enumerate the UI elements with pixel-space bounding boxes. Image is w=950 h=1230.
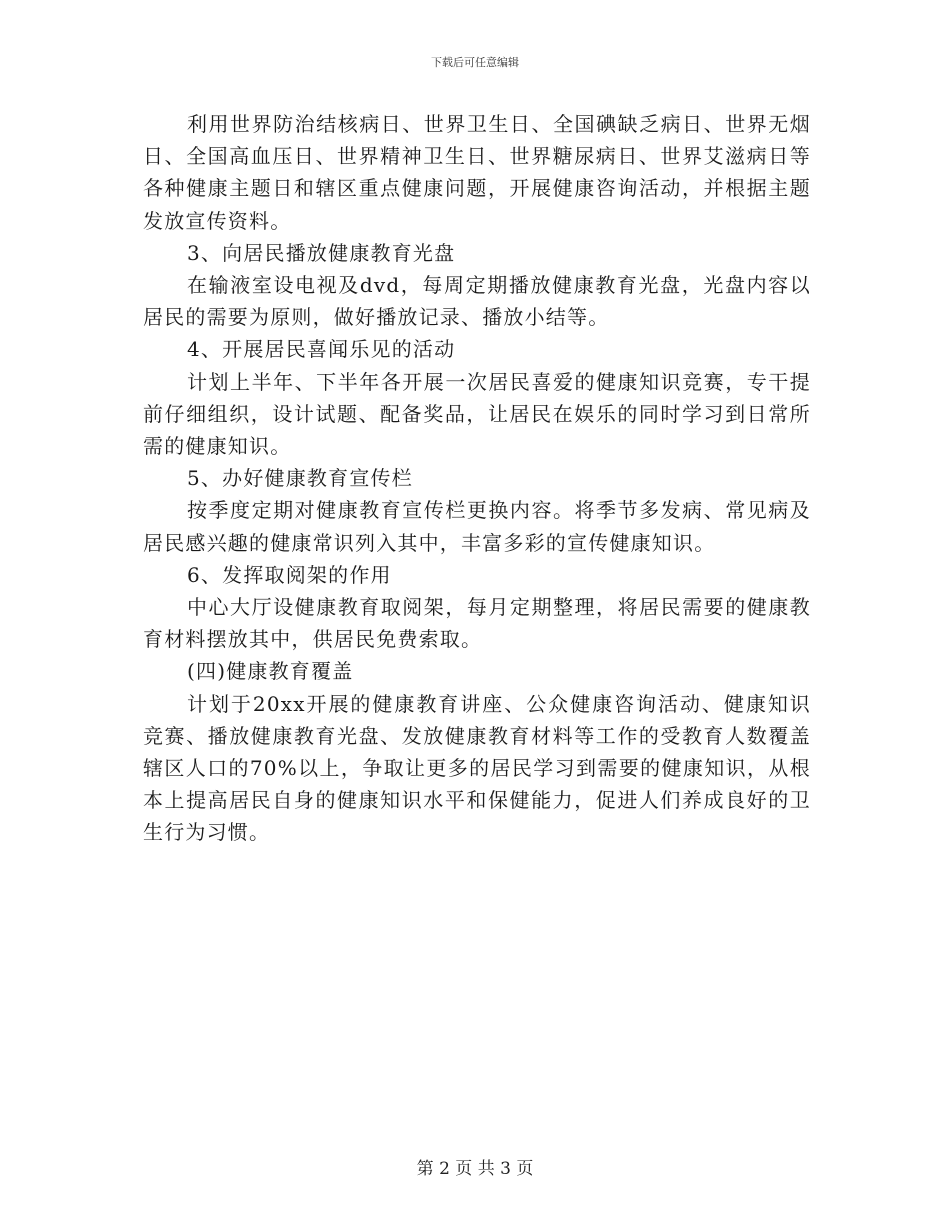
document-body: [143, 108, 811, 849]
paragraph-coverage: 计划于20xx开展的健康教育讲座、公众健康咨询活动、健康知识竞赛、播放健康教育光盘、发放健康教育材料等工作的受教育人数覆盖辖区人口的70%以上，争取让更多的居民学习到需要的健康知识，从根本上提高居民自身的健康知识水平和保健能力，促进人们养成良好的卫生行为习惯。: [143, 691, 811, 845]
header-note: 下载后可任意编辑: [431, 56, 519, 69]
page-number: 第 2 页 共 3 页: [416, 1159, 534, 1179]
heading-popular-activities: 4、开展居民喜闻乐见的活动: [187, 337, 456, 362]
paragraph-play-discs: 在输液室设电视及dvd，每周定期播放健康教育光盘，光盘内容以居民的需要为原则，做好播放记录、播放小结等。: [143, 273, 811, 330]
heading-coverage: (四)健康教育覆盖: [187, 659, 354, 684]
paragraph-health-days: 利用世界防治结核病日、世界卫生日、全国碘缺乏病日、世界无烟日、全国高血压日、世界精神卫生日、世界糖尿病日、世界艾滋病日等各种健康主题日和辖区重点健康问题，开展健康咨询活动，并根据主题发放宣传资料。: [143, 112, 811, 233]
paragraph-popular-activities: 计划上半年、下半年各开展一次居民喜爱的健康知识竞赛，专干提前仔细组织，设计试题、配备奖品，让居民在娱乐的同时学习到日常所需的健康知识。: [143, 369, 811, 459]
heading-reading-rack: 6、发挥取阅架的作用: [187, 562, 392, 587]
paragraph-bulletin-board: 按季度定期对健康教育宣传栏更换内容。将季节多发病、常见病及居民感兴趣的健康常识列入其中，丰富多彩的宣传健康知识。: [143, 498, 811, 555]
heading-bulletin-board: 5、办好健康教育宣传栏: [187, 466, 413, 491]
paragraph-reading-rack: 中心大厅设健康教育取阅架，每月定期整理，将居民需要的健康教育材料摆放其中，供居民免费索取。: [143, 595, 811, 652]
heading-play-discs: 3、向居民播放健康教育光盘: [187, 240, 456, 265]
